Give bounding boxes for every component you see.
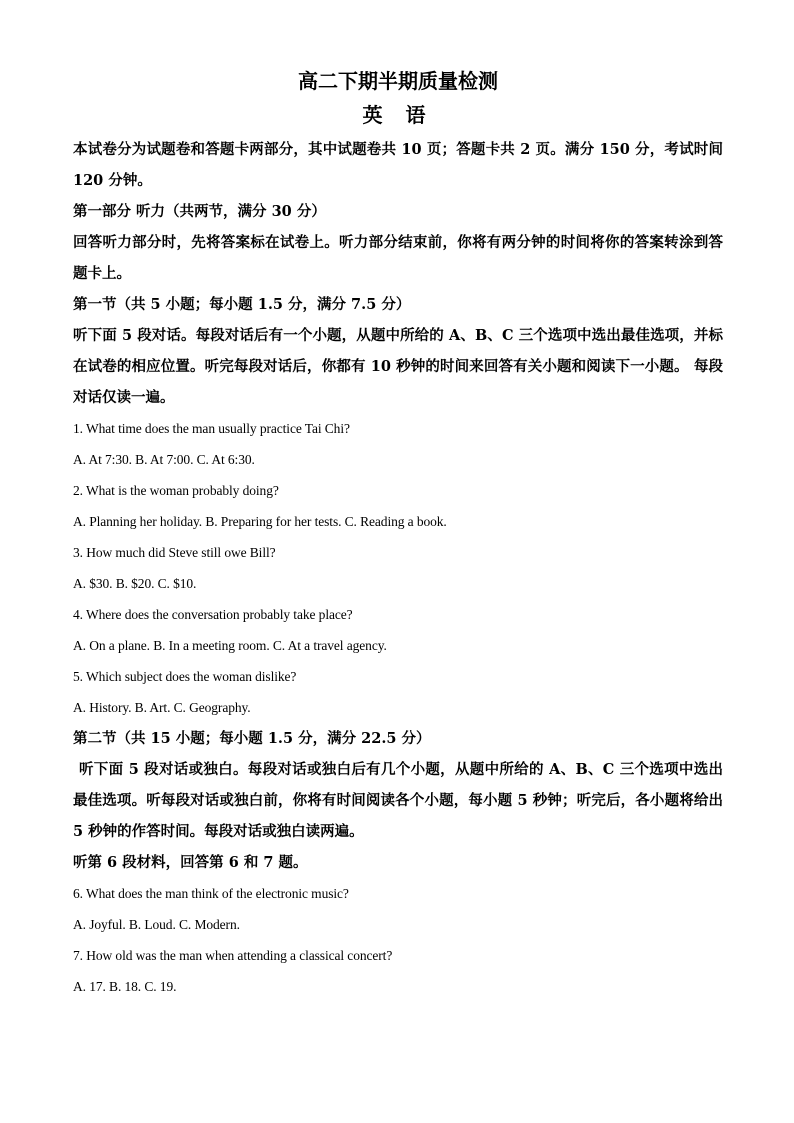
exam-page [73,66,723,1002]
question-6: 6. What does the man think of the electronic music? [73,886,349,901]
section1-instruction: 听下面 5 段对话。每段对话后有一个小题，从题中所给的 A、B、C 三个选项中选出最佳选项，并标在试卷的相应位置。听完每段对话后，你都有 10 秒钟的时间来回答有关小题和阅读下一小题。 每段对话仅读一遍。 [73,327,723,406]
question-3: 3. How much did Steve still owe Bill? [73,545,276,560]
question-1-options: A. At 7:30. B. At 7:00. C. At 6:30. [73,452,255,467]
material-6-heading: 听第 6 段材料，回答第 6 和 7 题。 [73,854,308,871]
part1-heading: 第一部分 听力（共两节，满分 30 分） [73,203,326,220]
section2-instruction: 听下面 5 段对话或独白。每段对话或独白后有几个小题，从题中所给的 A、B、C 三个选项中选出最佳选项。听每段对话或独白前，你将有时间阅读各个小题，每小题 5 秒钟；听完后，各小题将给出 5 秒钟的作答时间。每段对话或独白读两遍。 [73,761,723,840]
exam-intro: 本试卷分为试题卷和答题卡两部分，其中试题卷共 10 页；答题卡共 2 页。满分 150 分，考试时间 120 分钟。 [73,141,723,189]
question-7: 7. How old was the man when attending a classical concert? [73,948,393,963]
question-2-options: A. Planning her holiday. B. Preparing for her tests. C. Reading a book. [73,514,447,529]
part1-instruction: 回答听力部分时，先将答案标在试卷上。听力部分结束前，你将有两分钟的时间将你的答案转涂到答题卡上。 [73,234,723,282]
exam-title: 高二下期半期质量检测 [298,69,498,93]
exam-subject: 英 语 [362,103,434,127]
question-7-options: A. 17. B. 18. C. 19. [73,979,177,994]
question-4-options: A. On a plane. B. In a meeting room. C. At a travel agency. [73,638,387,653]
question-2: 2. What is the woman probably doing? [73,483,279,498]
question-5: 5. Which subject does the woman dislike? [73,669,297,684]
question-5-options: A. History. B. Art. C. Geography. [73,700,251,715]
question-3-options: A. $30. B. $20. C. $10. [73,576,197,591]
section2-heading: 第二节（共 15 小题；每小题 1.5 分，满分 22.5 分） [73,730,431,747]
question-1: 1. What time does the man usually practice Tai Chi? [73,421,350,436]
section1-heading: 第一节（共 5 小题；每小题 1.5 分，满分 7.5 分） [73,296,411,313]
question-4: 4. Where does the conversation probably take place? [73,607,353,622]
question-6-options: A. Joyful. B. Loud. C. Modern. [73,917,240,932]
